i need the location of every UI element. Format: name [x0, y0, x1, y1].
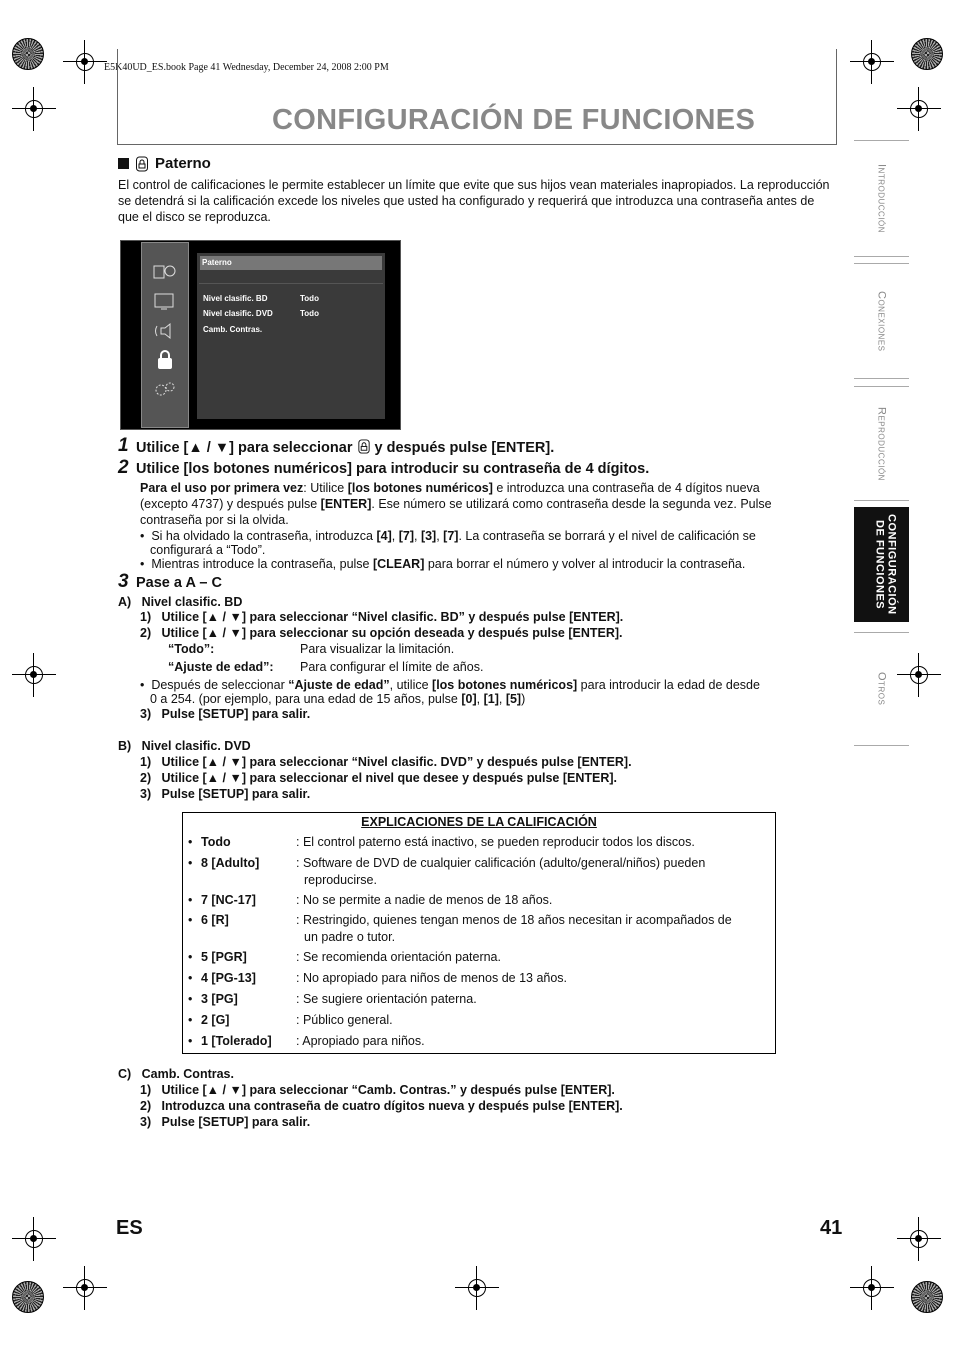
menu-item-bd-label[interactable]: Nivel clasific. BD	[203, 294, 268, 303]
rating-key: 5 [PGR]	[201, 950, 247, 964]
rating-desc: : Software de DVD de cualquier calificación (adulto/general/niños) pueden	[296, 856, 706, 870]
rating-key: 6 [R]	[201, 913, 229, 927]
registration-mark	[22, 1227, 46, 1251]
rating-key: 2 [G]	[201, 1013, 230, 1027]
lock-icon	[155, 349, 175, 371]
gears-icon	[153, 380, 177, 398]
step-1-text: Utilice [▲ / ▼] para seleccionar y después pulse [ENTER].	[136, 440, 555, 456]
registration-mark	[860, 1276, 884, 1300]
registration-mark	[73, 1276, 97, 1300]
lock-icon	[135, 156, 149, 172]
menu-divider	[199, 283, 383, 284]
registration-mark	[22, 97, 46, 121]
part-b-step-1: 1) Utilice [▲ / ▼] para seleccionar “Nivel clasific. DVD” y después pulse [ENTER].	[140, 755, 632, 769]
part-c-title: C) Camb. Contras.	[118, 1067, 234, 1081]
menu-header: Paterno	[200, 256, 382, 270]
rating-key: 8 [Adulto]	[201, 856, 260, 870]
registration-mark	[907, 97, 931, 121]
rating-desc-cont: reproducirse.	[304, 873, 377, 887]
bullet: •	[188, 893, 193, 907]
print-disc-mark	[911, 1281, 943, 1313]
bullet: •	[188, 835, 193, 849]
section-title: Paterno	[155, 155, 211, 172]
rating-desc: : Se recomienda orientación paterna.	[296, 950, 501, 964]
print-disc-mark	[911, 38, 943, 70]
registration-mark	[465, 1276, 489, 1300]
registration-mark	[860, 50, 884, 74]
menu-item-bd-value: Todo	[300, 294, 319, 303]
part-a-title: A) Nivel clasific. BD	[118, 595, 243, 609]
part-c-step-1: 1) Utilice [▲ / ▼] para seleccionar “Camb. Contras.” y después pulse [ENTER].	[140, 1083, 615, 1097]
part-b-step-2: 2) Utilice [▲ / ▼] para seleccionar el nivel que desee y después pulse [ENTER].	[140, 771, 617, 785]
registration-mark	[907, 663, 931, 687]
step-3-text: Pase a A – C	[136, 575, 222, 591]
rating-desc: : No apropiado para niños de menos de 13 años.	[296, 971, 568, 985]
option-todo-key: “Todo”:	[168, 642, 215, 656]
step-number: 2	[118, 457, 129, 478]
step-2-bullet-1-cont: configurará a “Todo”.	[150, 543, 266, 557]
step-number: 1	[118, 435, 129, 456]
step-2-note-line1: Para el uso por primera vez: Utilice [los botones numéricos] e introduzca una contraseña de 4 dígitos nueva	[140, 481, 760, 495]
part-a-step-1: 1) Utilice [▲ / ▼] para seleccionar “Nivel clasific. BD” y después pulse [ENTER].	[140, 610, 624, 624]
rating-desc: : Apropiado para niños.	[296, 1034, 425, 1048]
tab-configuracion[interactable]: CONFIGURACIÓN DE FUNCIONES	[854, 507, 909, 622]
menu-item-dvd-label[interactable]: Nivel clasific. DVD	[203, 309, 273, 318]
registration-mark	[73, 50, 97, 74]
monitor-icon	[153, 293, 177, 311]
option-age-desc: Para configurar el límite de años.	[300, 660, 484, 674]
ratings-table-title: EXPLICACIONES DE LA CALIFICACIÓN	[361, 815, 597, 829]
section-intro: El control de calificaciones le permite establecer un límite que evite que sus hijos vean materiales inapropiados. La reproducción se detendrá si la calificación excede los niveles que usted ha configurado y requerirá que introduzca una contraseña antes de que el disco se reproduzca.	[118, 178, 830, 224]
menu-item-password[interactable]: Camb. Contras.	[203, 325, 263, 334]
tab-conexiones[interactable]: Conexiones	[854, 263, 909, 379]
menu-item-dvd-value: Todo	[300, 309, 319, 318]
print-disc-mark	[12, 38, 44, 70]
part-a-bullet: • Después de seleccionar “Ajuste de edad”, utilice [los botones numéricos] para introducir la edad de desde	[140, 678, 760, 692]
settings-display-icon	[153, 263, 177, 281]
book-info-line: E5K40UD_ES.book Page 41 Wednesday, December 24, 2008 2:00 PM	[104, 62, 389, 73]
bullet: •	[188, 856, 193, 870]
step-2-note-line3: contraseña por si la olvida.	[140, 513, 289, 527]
step-2-text: Utilice [los botones numéricos] para introducir su contraseña de 4 dígitos.	[136, 461, 650, 477]
bullet: •	[188, 913, 193, 927]
bullet: •	[188, 971, 193, 985]
rating-desc: : Se sugiere orientación paterna.	[296, 992, 477, 1006]
part-a-step-2: 2) Utilice [▲ / ▼] para seleccionar su opción deseada y después pulse [ENTER].	[140, 626, 623, 640]
menu-sidebar	[141, 242, 189, 428]
tab-reproduccion[interactable]: Reproducción	[854, 386, 909, 501]
step-2-note-line2: (excepto 4737) y después pulse [ENTER]. Ese número se utilizará como contraseña desde la segunda vez. Pulse	[140, 497, 772, 511]
rating-desc: : Restringido, quienes tengan menos de 18 años necesitan ir acompañados de	[296, 913, 732, 927]
rating-key: 4 [PG-13]	[201, 971, 256, 985]
part-c-step-2: 2) Introduzca una contraseña de cuatro dígitos nueva y después pulse [ENTER].	[140, 1099, 623, 1113]
part-a-step-3: 3) Pulse [SETUP] para salir.	[140, 707, 311, 721]
part-c-step-3: 3) Pulse [SETUP] para salir.	[140, 1115, 311, 1129]
bullet: •	[188, 1013, 193, 1027]
rating-desc: : El control paterno está inactivo, se pueden reproducir todos los discos.	[296, 835, 695, 849]
step-2-bullet-1: • Si ha olvidado la contraseña, introduzca [4], [7], [3], [7]. La contraseña se borrará y el nivel de calificación se	[140, 529, 756, 543]
page-title: CONFIGURACIÓN DE FUNCIONES	[272, 104, 756, 136]
part-b-title: B) Nivel clasific. DVD	[118, 739, 251, 753]
rating-key: Todo	[201, 835, 231, 849]
bullet: •	[188, 1034, 193, 1048]
registration-mark	[907, 1227, 931, 1251]
part-a-bullet-cont: 0 a 254. (por ejemplo, para una edad de 15 años, pulse [0], [1], [5])	[150, 692, 526, 706]
language-code: ES	[116, 1217, 143, 1239]
rating-key: 7 [NC-17]	[201, 893, 256, 907]
tab-otros[interactable]: Otros	[854, 632, 909, 746]
rating-key: 1 [Tolerado]	[201, 1034, 272, 1048]
tab-introduccion[interactable]: Introducción	[854, 140, 909, 257]
section-heading	[118, 155, 211, 172]
part-b-step-3: 3) Pulse [SETUP] para salir.	[140, 787, 311, 801]
option-age-key: “Ajuste de edad”:	[168, 660, 274, 674]
step-2-bullet-2: • Mientras introduce la contraseña, pulse [CLEAR] para borrar el número y volver al introducir la contraseña.	[140, 557, 746, 571]
rating-desc: : No se permite a nadie de menos de 18 años.	[296, 893, 553, 907]
menu-screenshot	[120, 240, 401, 430]
menu-panel	[197, 253, 385, 419]
page-number: 41	[820, 1217, 843, 1239]
print-disc-mark	[12, 1281, 44, 1313]
option-todo-desc: Para visualizar la limitación.	[300, 642, 455, 656]
registration-mark	[22, 663, 46, 687]
lock-icon	[357, 439, 371, 454]
rating-desc-cont: un padre o tutor.	[304, 930, 396, 944]
rating-desc: : Público general.	[296, 1013, 393, 1027]
ratings-table	[182, 812, 776, 1054]
bullet-square-icon	[118, 158, 129, 169]
step-number: 3	[118, 571, 129, 592]
bullet: •	[188, 950, 193, 964]
rating-key: 3 [PG]	[201, 992, 238, 1006]
audio-icon	[153, 322, 177, 340]
bullet: •	[188, 992, 193, 1006]
